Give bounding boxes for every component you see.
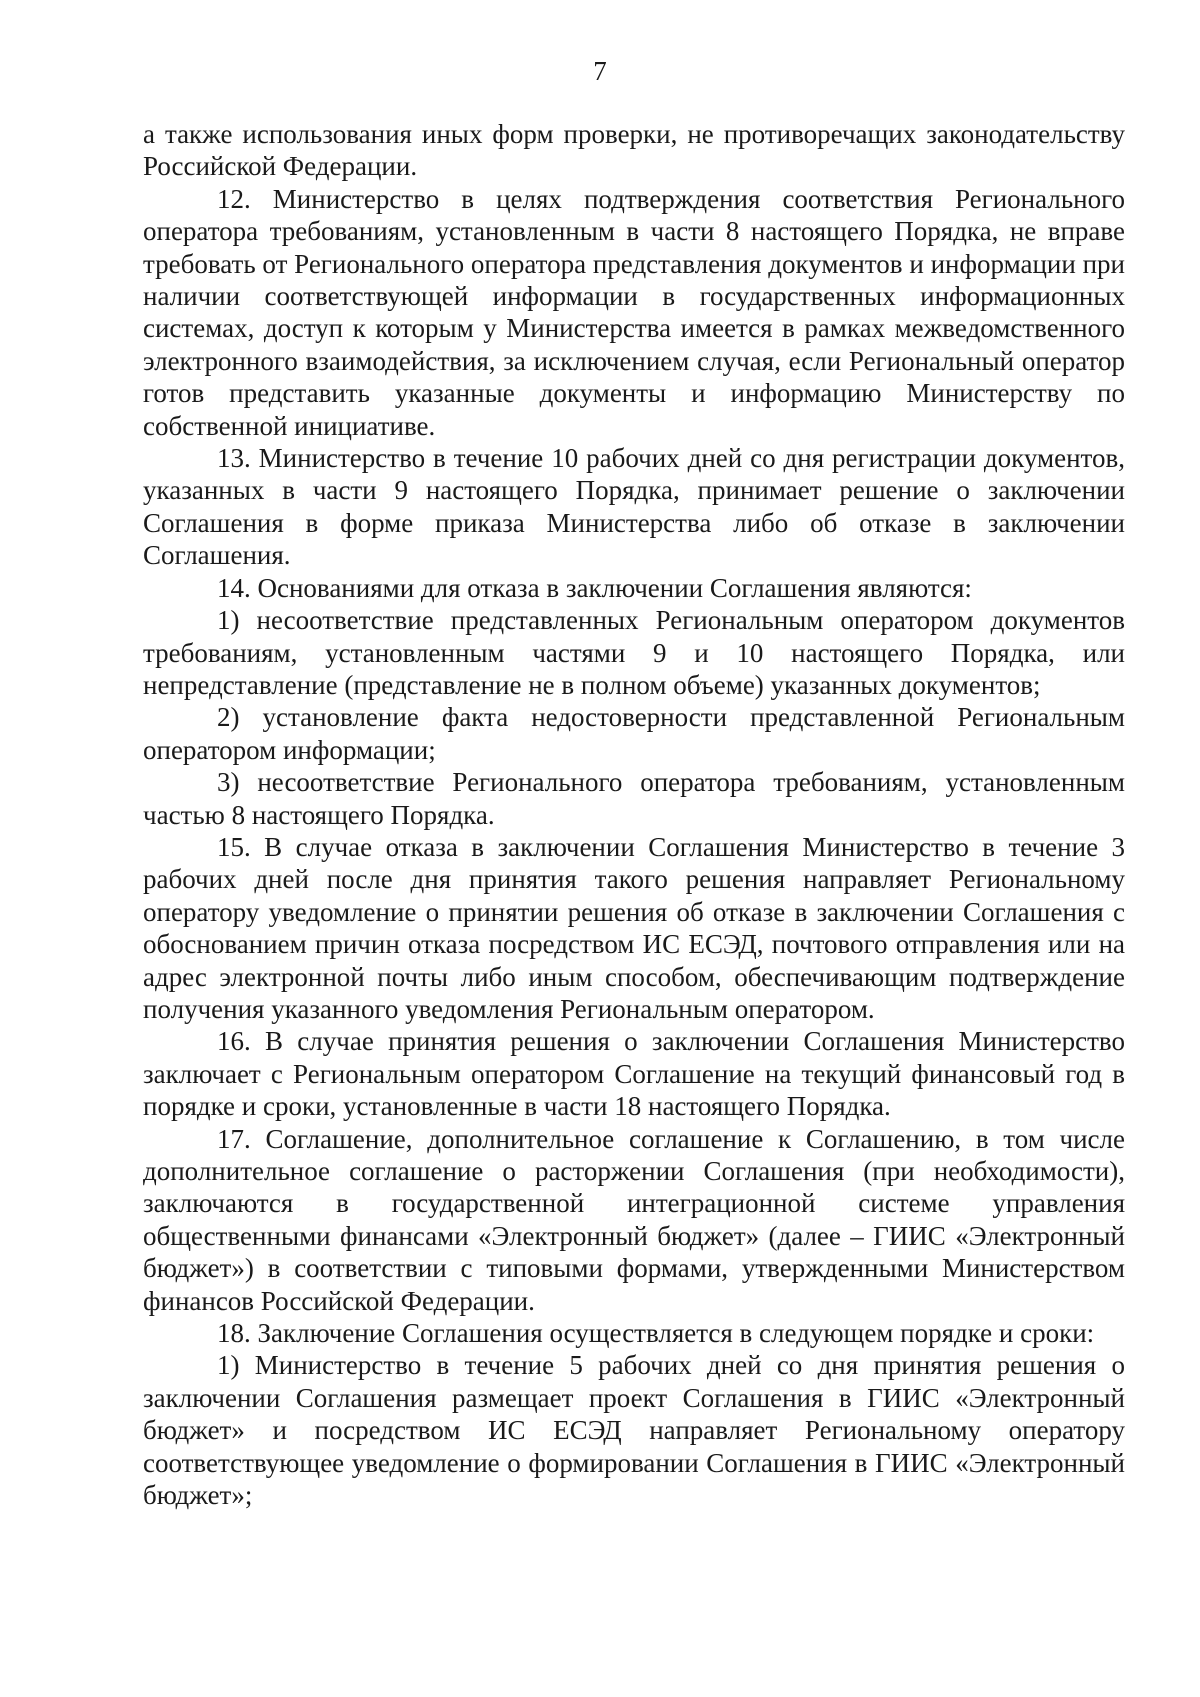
paragraph-13: 13. Министерство в течение 10 рабочих дней со дня регистрации документов, указанных в части 9 настоящего Порядка, принимает решение о заключении Соглашения в форме приказа Министерства либо об отказе в заключении Соглашения. bbox=[143, 443, 1125, 571]
paragraph-14-item-3: 3) несоответствие Регионального оператора требованиям, установленным частью 8 настоящего Порядка. bbox=[143, 767, 1125, 830]
paragraph-14: 14. Основаниями для отказа в заключении Соглашения являются: bbox=[217, 572, 972, 603]
paragraph-18-item-1: 1) Министерство в течение 5 рабочих дней со дня принятия решения о заключении Соглашения размещает проект Соглашения в ГИИС «Электронный бюджет» и посредством ИС ЕСЭД направляет Региональному оператору соответствующее уведомление о формировании Соглашения в ГИИС «Электронный бюджет»; bbox=[143, 1350, 1125, 1511]
document-body bbox=[143, 118, 1125, 1511]
paragraph-17: 17. Соглашение, дополнительное соглашение к Соглашению, в том числе дополнительное соглашение о расторжении Соглашения (при необходимости), заключаются в государственной интеграционной системе управления общественными финансами «Электронный бюджет» (далее – ГИИС «Электронный бюджет») в соответствии с типовыми формами, утвержденными Министерством финансов Российской Федерации. bbox=[143, 1123, 1125, 1316]
paragraph-12: 12. Министерство в целях подтверждения соответствия Регионального оператора требованиям, установленным в части 8 настоящего Порядка, не вправе требовать от Регионального оператора представления документов и информации при наличии соответствующей информации в государственных информационных системах, доступ к которым у Министерства имеется в рамках межведомственного электронного взаимодействия, за исключением случая, если Региональный оператор готов представить указанные документы и информацию Министерству по собственной инициативе. bbox=[143, 183, 1125, 441]
paragraph-18: 18. Заключение Соглашения осуществляется в следующем порядке и сроки: bbox=[217, 1318, 1095, 1349]
page-number: 7 bbox=[593, 56, 607, 86]
paragraph-16: 16. В случае принятия решения о заключении Соглашения Министерство заключает с Региональным оператором Соглашение на текущий финансовый год в порядке и сроки, установленные в части 18 настоящего Порядка. bbox=[143, 1026, 1125, 1122]
paragraph-15: 15. В случае отказа в заключении Соглашения Министерство в течение 3 рабочих дней после дня принятия такого решения направляет Региональному оператору уведомление о принятии решения об отказе в заключении Соглашения с обоснованием причин отказа посредством ИС ЕСЭД, почтового отправления или на адрес электронной почты либо иным способом, обеспечивающим подтверждение получения указанного уведомления Региональным оператором. bbox=[143, 831, 1125, 1024]
paragraph-continuation: а также использования иных форм проверки, не противоречащих законодательству Российской Федерации. bbox=[143, 119, 1125, 182]
paragraph-14-item-1: 1) несоответствие представленных Региональным оператором документов требованиям, установленным частями 9 и 10 настоящего Порядка, или непредставление (представление не в полном объеме) указанных документов; bbox=[143, 605, 1125, 700]
paragraph-14-item-2: 2) установление факта недостоверности представленной Региональным оператором информации; bbox=[143, 702, 1125, 765]
